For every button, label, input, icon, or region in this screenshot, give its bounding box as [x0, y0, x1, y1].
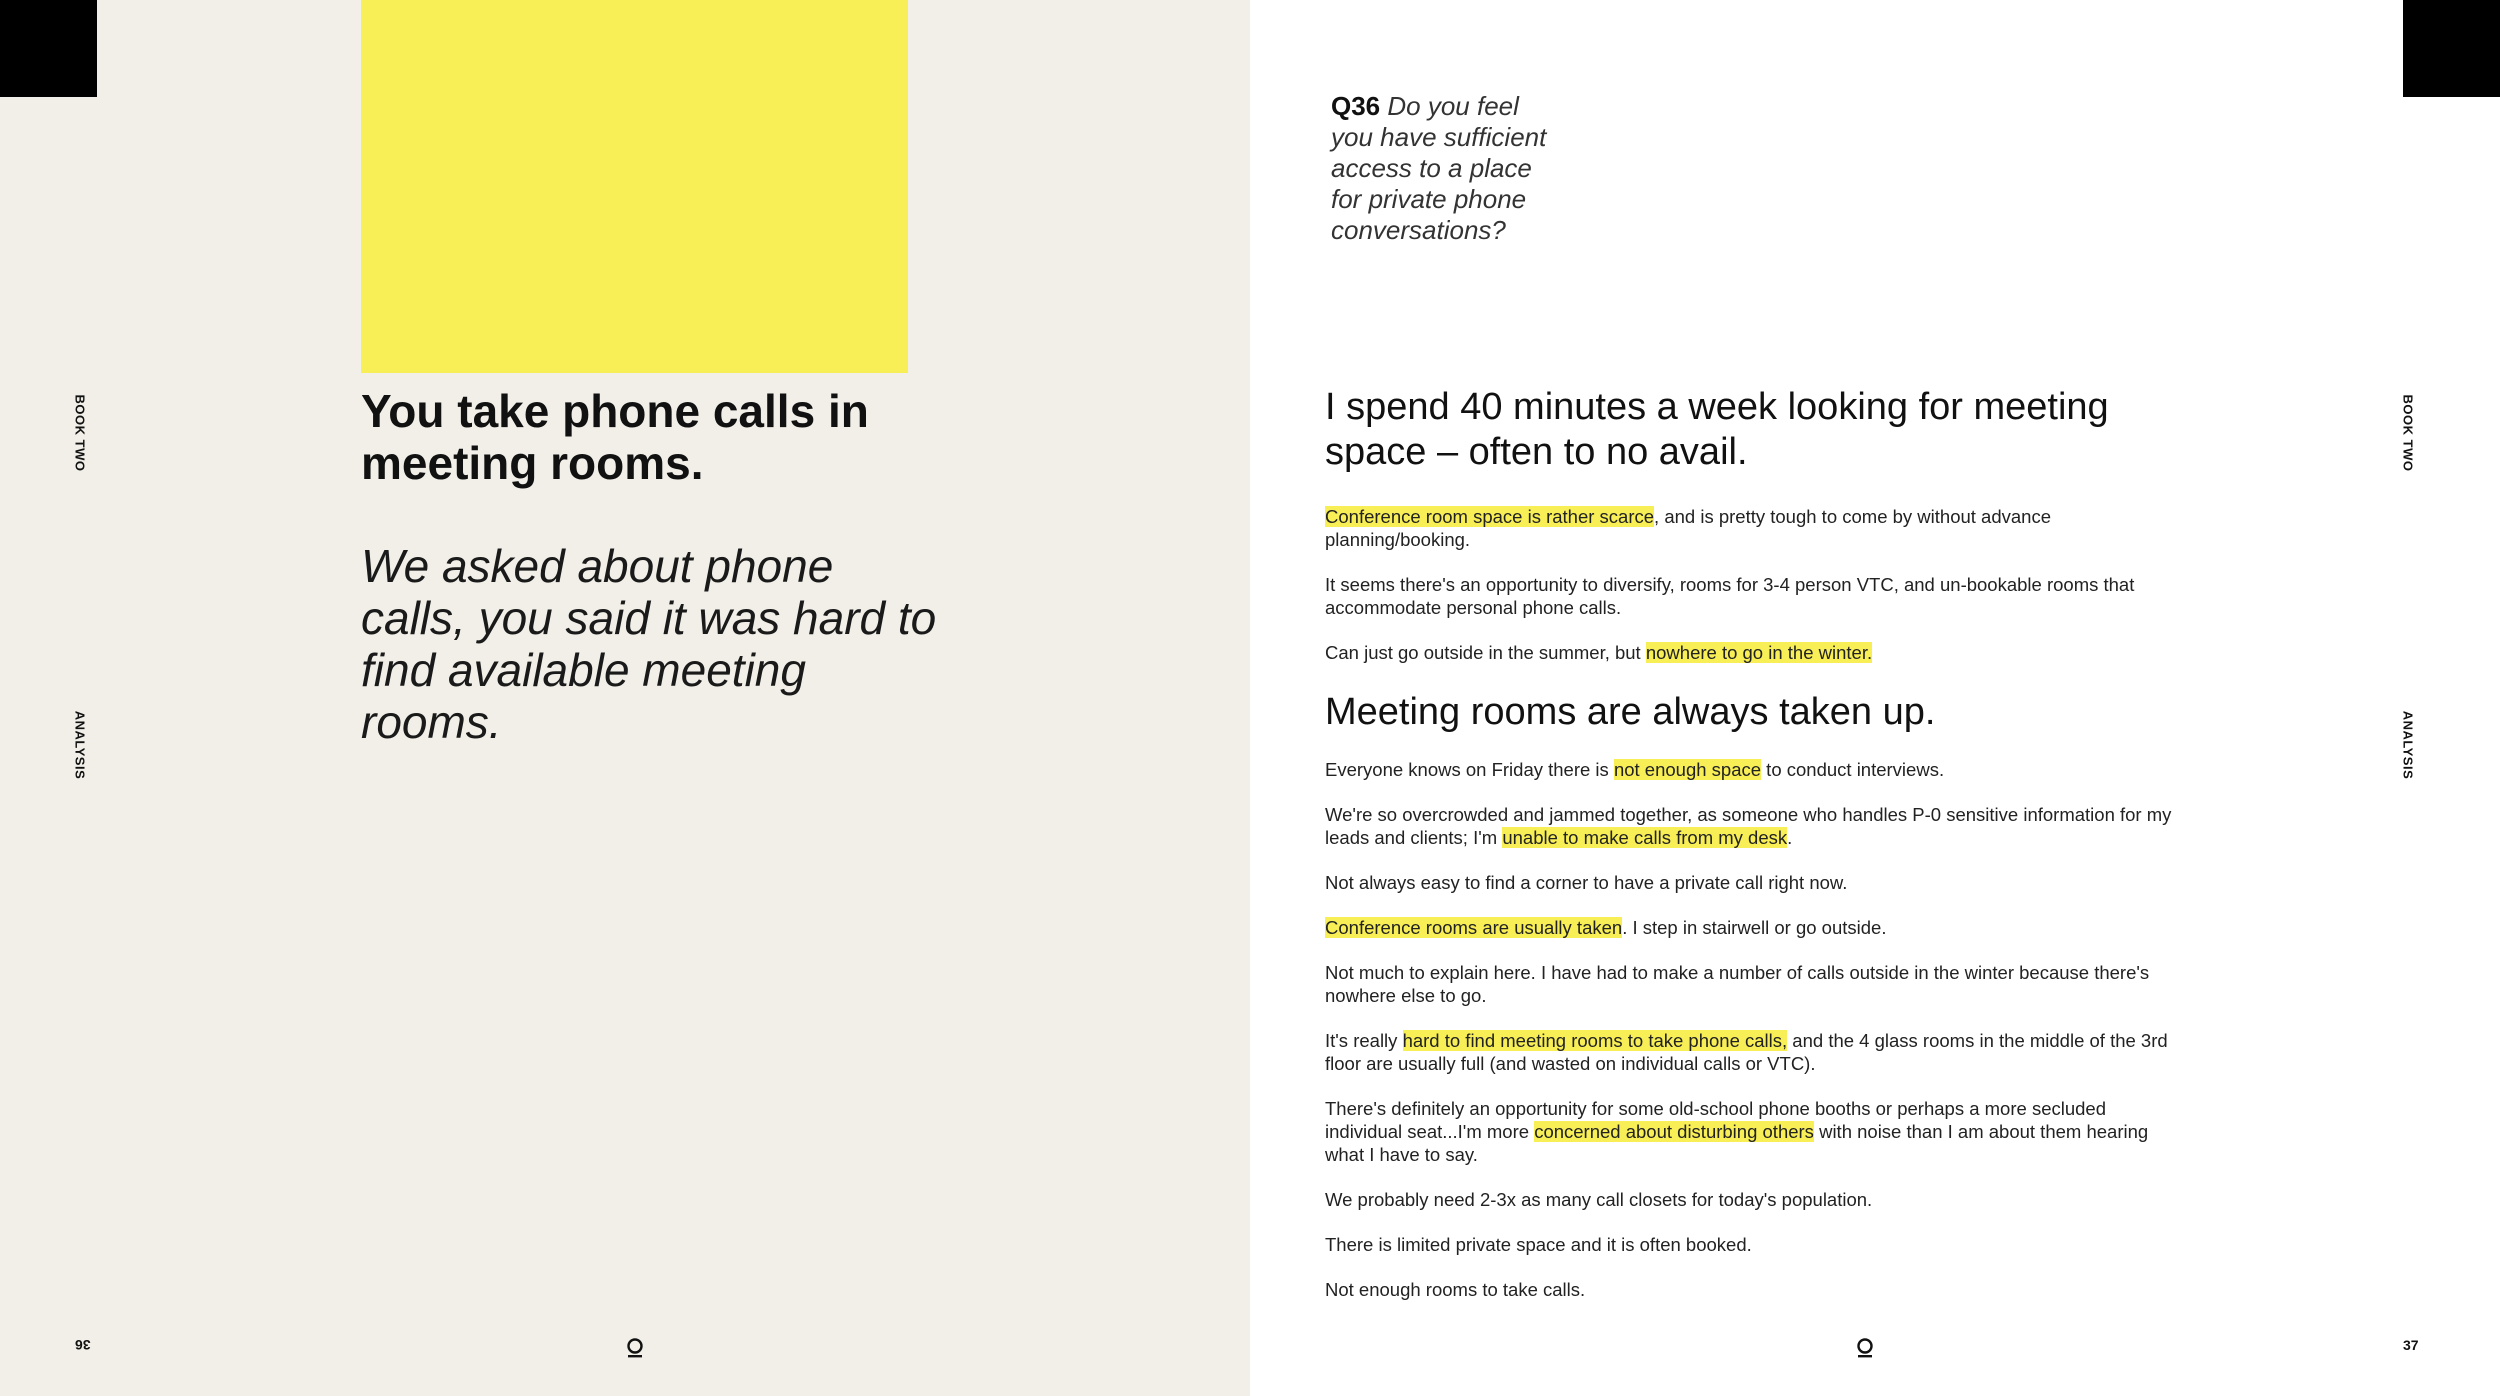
- quote-text: We're so overcrowded and jammed together, as someone who handles P-0 sensitive information for my leads and clients; I'm: [1325, 804, 2172, 848]
- quote-item: Not always easy to find a corner to have a private call right now.: [1325, 872, 1848, 893]
- spine-section-label: ANALYSIS: [2400, 710, 2416, 780]
- survey-question: [1331, 91, 1561, 246]
- quote-text: . I step in stairwell or go outside.: [1622, 917, 1887, 938]
- yellow-accent-block: [361, 0, 908, 373]
- quote-text: with noise than I am about them hearing what I have to say.: [1325, 1121, 2149, 1165]
- quote-highlight: not enough space: [1613, 759, 1762, 780]
- quote-item: [1325, 758, 2185, 781]
- spine-book-label: BOOK TWO: [72, 394, 88, 472]
- quote-text: to conduct interviews.: [1761, 759, 1945, 780]
- quote-highlight: unable to make calls from my desk: [1502, 827, 1788, 848]
- quote-text: , and is pretty tough to come by without advance planning/booking.: [1325, 506, 2052, 550]
- quote-item: Not much to explain here. I have had to make a number of calls outside in the winter because there's nowhere else to go.: [1325, 962, 2150, 1006]
- footer-logo-icon: [1855, 1337, 1875, 1359]
- quote-item: We probably need 2-3x as many call closets for today's population.: [1325, 1189, 1873, 1210]
- right-page: [1250, 0, 2500, 1396]
- page-headline: You take phone calls in meeting rooms.: [361, 385, 869, 489]
- quote-item: [1325, 803, 2185, 849]
- question-text: Do you feel you have sufficient access to a place for private phone conversations?: [1331, 91, 1547, 245]
- quote-highlight: nowhere to go in the winter.: [1645, 642, 1873, 663]
- page-subhead: We asked about phone calls, you said it was hard to find available meeting rooms.: [361, 540, 937, 748]
- quote-text: There's definitely an opportunity for some old-school phone booths or perhaps a more secluded individual seat...I'm more: [1325, 1098, 2106, 1142]
- quote-text: Can just go outside in the summer, but: [1325, 642, 1646, 663]
- quote-text: It's really: [1325, 1030, 1403, 1051]
- page-number: 37: [2403, 1337, 2419, 1353]
- footer-logo-icon: [625, 1337, 645, 1359]
- corner-black-block: [0, 0, 97, 97]
- quote-highlight: concerned about disturbing others: [1534, 1121, 1814, 1142]
- quote-item: Not enough rooms to take calls.: [1325, 1279, 1586, 1300]
- quote-item: [1325, 641, 2185, 664]
- quote-list: [1325, 505, 2185, 686]
- question-number: Q36: [1331, 91, 1381, 121]
- quote-highlight: hard to find meeting rooms to take phone calls,: [1402, 1030, 1788, 1051]
- quote-item: [1325, 1029, 2185, 1075]
- corner-black-block: [2403, 0, 2500, 97]
- quote-item: It seems there's an opportunity to diversify, rooms for 3-4 person VTC, and un-bookable rooms that accommodate personal phone calls.: [1325, 574, 2135, 618]
- quote-item: [1325, 505, 2185, 551]
- quote-text: Everyone knows on Friday there is: [1325, 759, 1614, 780]
- spine-section-label: ANALYSIS: [72, 710, 88, 780]
- section-title: I spend 40 minutes a week looking for meeting space – often to no avail.: [1325, 386, 2109, 473]
- quote-highlight: Conference room space is rather scarce: [1325, 506, 1655, 527]
- section-title: Meeting rooms are always taken up.: [1325, 691, 1936, 733]
- quote-list: [1325, 758, 2185, 1323]
- quote-text: and the 4 glass rooms in the middle of the 3rd floor are usually full (and wasted on individual calls or VTC).: [1325, 1030, 2168, 1074]
- quote-text: .: [1787, 827, 1793, 848]
- page-number: 36: [75, 1337, 91, 1353]
- quote-item: [1325, 916, 2185, 939]
- quote-highlight: Conference rooms are usually taken: [1325, 917, 1623, 938]
- quote-item: There is limited private space and it is often booked.: [1325, 1234, 1752, 1255]
- quote-item: [1325, 1097, 2185, 1166]
- spine-book-label: BOOK TWO: [2400, 394, 2416, 472]
